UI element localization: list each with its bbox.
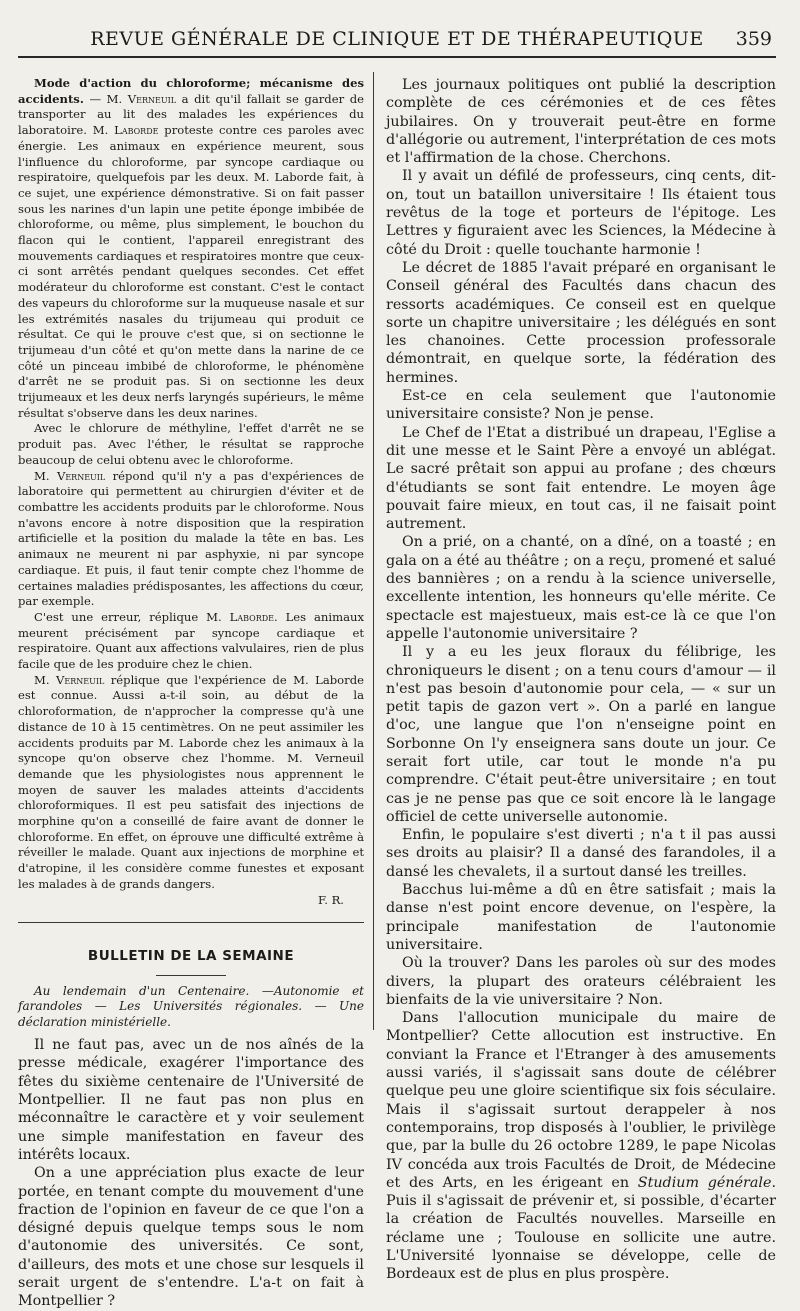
paragraph (18, 673, 364, 893)
paragraph: Les journaux politiques ont publié la description complète de ces cérémonies et de ces fêtes jubilaires. On y trouverait peut-être en forme d'allégorie ou autrement, l'interprétation de ces mots et l'affirmation de la chose. Cherchons. (386, 77, 776, 167)
paragraph (18, 610, 364, 673)
text-run: répond qu'il n'y a pas d'expériences de laboratoire qui permettent au chirurgien d'éviter et de combattre les accidents produits par le chloroforme. Nous n'avons encore à notre disposition que la respiration artificielle et la position du malade la tête en bas. Les animaux ne meurent ni par asphyxie, ni par syncope cardiaque. Et puis, il faut tenir compte chez l'homme de certaines maladies prédisposantes, les affections du cœur, par exemple. (18, 468, 364, 609)
journal-title: REVUE GÉNÉRALE DE CLINIQUE ET DE THÉRAPEUTIQUE (90, 28, 704, 50)
author-name: Laborde (114, 123, 159, 138)
section-lead: Mode d'action du chloroforme; mécanisme des accidents. (18, 76, 364, 106)
text-run: réplique que l'expérience de M. Laborde est connue. Aussi a-t-il soin, au début de la chloroformation, de n'approcher la compresse qu'à une distance de 10 à 15 centimètres. On ne peut assimiler les accidents produits par M. Laborde chez les animaux à la syncope qu'on observe chez l'homme. M. Verneuil demande que les physiologistes nous apprennent le moyen de sauver les malades atteints d'accidents chloroformiques. Il est peu satisfait des injections de morphine qu'on a conseillé de faire avant de donner le chloroforme. En effet, on éprouve une difficulté extrême à réveiller le malade. Quant aux injections de morphine et d'atropine, il les considère comme funestes et exposant les malades à de grands dangers. (18, 672, 364, 891)
text-run: . Puis il s'agissait de prévenir et, si possible, d'écarter la création de Facultés nouvelles. Marseille en réclame une ; Toulouse en sollicite une autre. L'Université lyonnaise se développe, celle de Bordeaux est de plus en plus prospère. (386, 1174, 776, 1283)
paragraph: Il y avait un défilé de professeurs, cinq cents, dit-on, tout un bataillon universitaire ! Ils étaient tous revêtus de la toge et porteurs de l'épitoge. Les Lettres y figuraient avec les Sciences, la Médecine à côté du Droit : quelle touchante harmonie ! (386, 168, 776, 258)
author-name: Verneuil (127, 91, 177, 106)
text-run: . Les animaux meurent précisément par syncope cardiaque et respiratoire. Quant aux affections valvulaires, rien de plus facile que de les produire chez le chien. (18, 609, 364, 672)
text-run: — M. (83, 91, 128, 106)
bulletin-heading: BULLETIN DE LA SEMAINE (18, 922, 364, 965)
text-run: Dans l'allocution municipale du maire de Montpellier? Cette allocution est instructive. En conviant la France et l'Etranger à des amusements aussi variés, il s'agissait sans doute de célébrer quelque peu une gloire scientifique six fois séculaire. Mais il s'agissait surtout derappeler à nos contemporains, trop disposés à l'oublier, le privilège que, par la bulle du 26 octobre 1289, le pape Nicolas IV concéda aux trois Facultés de Droit, de Médecine et des Arts, en les érigeant en (386, 1010, 776, 1191)
page-number: 359 (735, 28, 772, 50)
right-column (386, 76, 776, 1283)
paragraph-chloroform (18, 76, 364, 421)
column-divider (373, 72, 374, 1030)
paragraph: Avec le chlorure de méthyline, l'effet d'arrêt ne se produit pas. Avec l'éther, le résultat se rapproche beaucoup de celui obtenu avec le chloroforme. (18, 421, 364, 467)
paragraph (386, 1009, 776, 1283)
text-run: M. (34, 672, 57, 687)
author-name: Verneuil (56, 468, 106, 483)
text-run: proteste contre ces paroles avec énergie. Les animaux en expérience meurent, sous l'influence du chloroforme, par syncope cardiaque ou respiratoire, quelquefois par les deux. M. Laborde fait, à ce sujet, une expérience démonstrative. Si on fait passer sous les narines d'un lapin une petite éponge imbibée de chloroforme, ou même, plus simplement, le bouchon du flacon qui le contient, l'appareil enregistrant des mouvements cardiaques et respiratoires montre que ceux-ci sont arrêtés pendant quelques secondes. Cet effet modérateur du chloroforme est constant. C'est le contact des vapeurs du chloroforme sur la muqueuse nasale et sur les extrémités nasales du trijumeau qui produit ce résultat. Ce qui le prouve c'est que, si on sectionne le trijumeau d'un côté et qu'on mette dans la narine de ce côté un pinceau imbibé de chloroforme, le phénomène d'arrêt ne se produit pas. Si on sectionne les deux trijumeaux et les deux nerfs laryngés supérieurs, le même résultat s'observe dans les deux narines. (18, 123, 365, 420)
paragraph: Est-ce en cela seulement que l'autonomie universitaire consiste? Non je pense. (386, 388, 776, 423)
signature: F. R. (317, 892, 344, 907)
paragraph: On a une appréciation plus exacte de leur portée, en tenant compte du mouvement d'une fraction de l'opinion en faveur de ce que l'on a désigné depuis quelque temps sous le nom d'autonomie des universités. Ce sont, d'ailleurs, des mots et une chose sur lesquels il serait urgent de s'entendre. L'a-t on fait à Montpellier ? (18, 1165, 364, 1310)
bulletin-summary: Au lendemain d'un Centenaire. —Autonomie et farandoles — Les Universités régionales. — Une déclaration ministérielle. (18, 983, 364, 1029)
paragraph: On a prié, on a chanté, on a dîné, on a toasté ; en gala on a été au théâtre ; on a reçu, promené et salué des bannières ; on a rendu à la science universelle, excellente intention, les honneurs qu'elle mérite. Ce spectacle est majestueux, mais est-ce là ce que l'on appelle l'autonomie universitaire ? (386, 534, 776, 642)
paragraph: Le décret de 1885 l'avait préparé en organisant le Conseil général des Facultés dans chacun des ressorts académiques. Ce conseil est en quelque sorte un chapitre universitaire ; les délégués en sont les chanoines. Cette procession professorale démontrait, en quelque sorte, la fédération des hermines. (386, 259, 776, 386)
paragraph: Bacchus lui-même a dû en être satisfait ; mais la danse n'est point encore devenue, on l'espère, la principale manifestation de l'autonomie universitaire. (386, 882, 776, 953)
paragraph: Il y a eu les jeux floraux du félibrige, les chroniqueurs le disent ; on a tenu cours d'amour — il n'est pas besoin d'autonomie pour cela, — « sur un petit tapis de gazon vert ». On a parlé en langue d'oc, une langue que l'on n'enseigne point en Sorbonne On l'y enseignera sans doute un jour. Ce serait fort utile, car tout le monde n'a pu comprendre. C'était peut-être universitaire ; en tout cas je ne pense pas que ce soit encore là le langage officiel de cette universelle autonomie. (386, 644, 776, 825)
latin-term: Studium générale (637, 1174, 772, 1191)
text-run: a dit qu'il fallait se garder de transporter au lit des malades les expériences du laboratoire. M. (18, 91, 364, 138)
text-run: M. (34, 468, 57, 483)
text-run: C'est une erreur, réplique M. (34, 609, 230, 624)
paragraph: Le Chef de l'Etat a distribué un drapeau, l'Eglise a dit une messe et le Saint Père a envoyé un ablégat. Le sacré prêtait son appui au profane ; des chœurs d'étudiants se sont fait entendre. Le moyen âge pouvait faire mieux, en tout cas, il ne faisait point autrement. (386, 424, 776, 533)
heading-rule (156, 975, 226, 976)
paragraph: Il ne faut pas, avec un de nos aînés de la presse médicale, exagérer l'importance des fêtes du sixième centenaire de l'Université de Montpellier. Il ne faut pas non plus en méconnaître le caractère et y voir seulement une simple manifestation en faveur des intérêts locaux. (18, 1037, 364, 1163)
paragraph: Où la trouver? Dans les paroles où sur des modes divers, la plupart des orateurs célébraient les bienfaits de la vie universitaire ? Non. (386, 955, 776, 1008)
left-column (18, 76, 365, 1310)
author-name: Verneuil (56, 672, 105, 687)
paragraph: Enfin, le populaire s'est diverti ; n'a t il pas aussi ses droits au plaisir? Il a dansé des farandoles, il a dansé les chevalets, il a surtout dansé les treilles. (386, 827, 776, 880)
author-name: Laborde (229, 609, 274, 624)
paragraph (18, 469, 364, 610)
running-header (18, 22, 776, 58)
